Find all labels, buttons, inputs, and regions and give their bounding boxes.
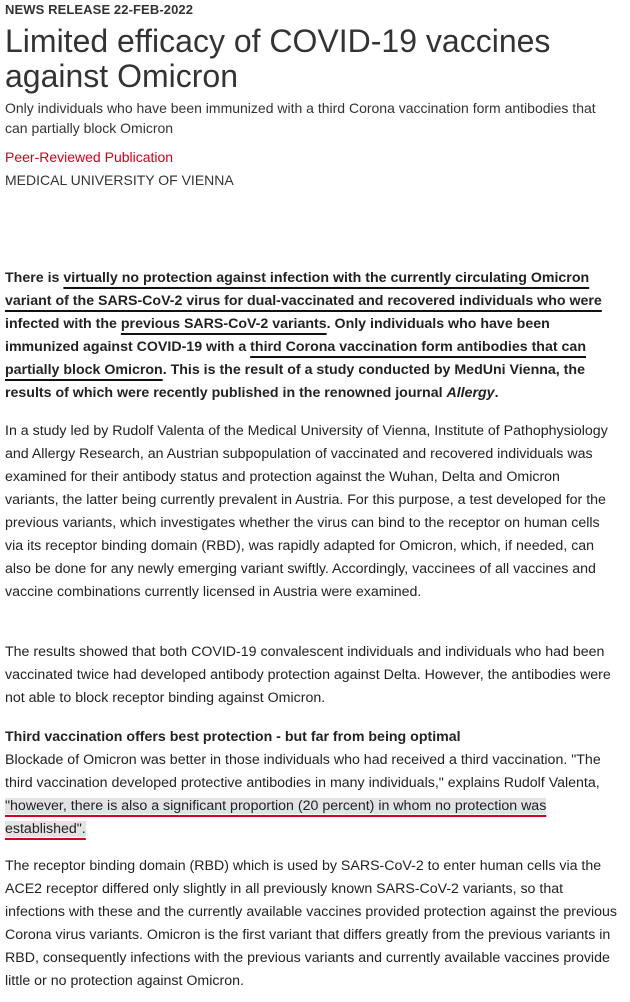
lead-underlined-3: third Corona vaccination form antibodies that can partially block Omicron (5, 339, 586, 378)
release-date-label: NEWS RELEASE 22-FEB-2022 (5, 2, 194, 17)
highlighted-quote: "however, there is also a significant proportion (20 percent) in whom no protection was established". (5, 798, 547, 837)
lead-underlined-1: virtually no protection against infection with the currently circulating Omicron variant of the SARS-CoV-2 virus for dual-vaccinated and recovered individuals who were (5, 270, 602, 309)
lead-text-1: There is (5, 270, 64, 286)
body-paragraph-results: The results showed that both COVID-19 convalescent individuals and individuals who had been vaccinated twice had developed antibody protection against Delta. However, the antibodies were not able to block receptor binding against Omicron. (5, 644, 611, 706)
lead-text-2: infected with the (5, 316, 121, 332)
lead-text-4: . This is the result of a study conducted by MedUni Vienna, the results of which were recently published in the renowned journal (5, 362, 585, 401)
journal-name: Allergy (446, 385, 495, 401)
lead-text-3: . Only individuals who have been immunized against COVID-19 with a (5, 316, 550, 355)
publication-type-link[interactable]: Peer-Reviewed Publication (5, 149, 174, 165)
lead-text-5: . (494, 385, 499, 401)
lead-underlined-2: previous SARS-CoV-2 variants (120, 316, 327, 332)
page-subtitle: Only individuals who have been immunized with a third Corona vaccination form antibodies that can partially block Omicron (5, 100, 596, 136)
section-heading: Third vaccination offers best protection - but far from being optimal (5, 729, 461, 745)
paragraph-text: Blockade of Omicron was better in those individuals who had received a third vaccination. "The third vaccination developed protective antibodies in many individuals," explains Rudolf Valenta, (5, 752, 601, 791)
organization-name: MEDICAL UNIVERSITY OF VIENNA (5, 172, 234, 188)
page-title: Limited efficacy of COVID-19 vaccines against Omicron (5, 23, 551, 94)
body-paragraph-study: In a study led by Rudolf Valenta of the Medical University of Vienna, Institute of Pathophysiology and Allergy Research, an Austrian subpopulation of vaccinated and recovered individuals was examined for their antibody status and protection against the Wuhan, Delta and Omicron variants, the latter being currently prevalent in Austria. For this purpose, a test developed for the previous variants, which investigates whether the virus can bind to the receptor on human cells via its receptor binding domain (RBD), was rapidly adapted for Omicron, which, if needed, can also be done for any newly emerging variant swiftly. Accordingly, vaccinees of all vaccines and vaccine combinations currently licensed in Austria were examined. (5, 423, 608, 600)
body-paragraph-rbd: The receptor binding domain (RBD) which is used by SARS-CoV-2 to enter human cells via the ACE2 receptor differed only slightly in all previously known SARS-CoV-2 variants, so that infections with these and the currently available vaccines provided protection against the previous Corona virus variants. Omicron is the first variant that differs greatly from the previous variants in RBD, consequently infections with the previous variants and currently available vaccines provide little or no protection against Omicron. (5, 858, 617, 989)
lead-paragraph (5, 267, 617, 405)
body-paragraph-third-vaccination (5, 726, 617, 841)
